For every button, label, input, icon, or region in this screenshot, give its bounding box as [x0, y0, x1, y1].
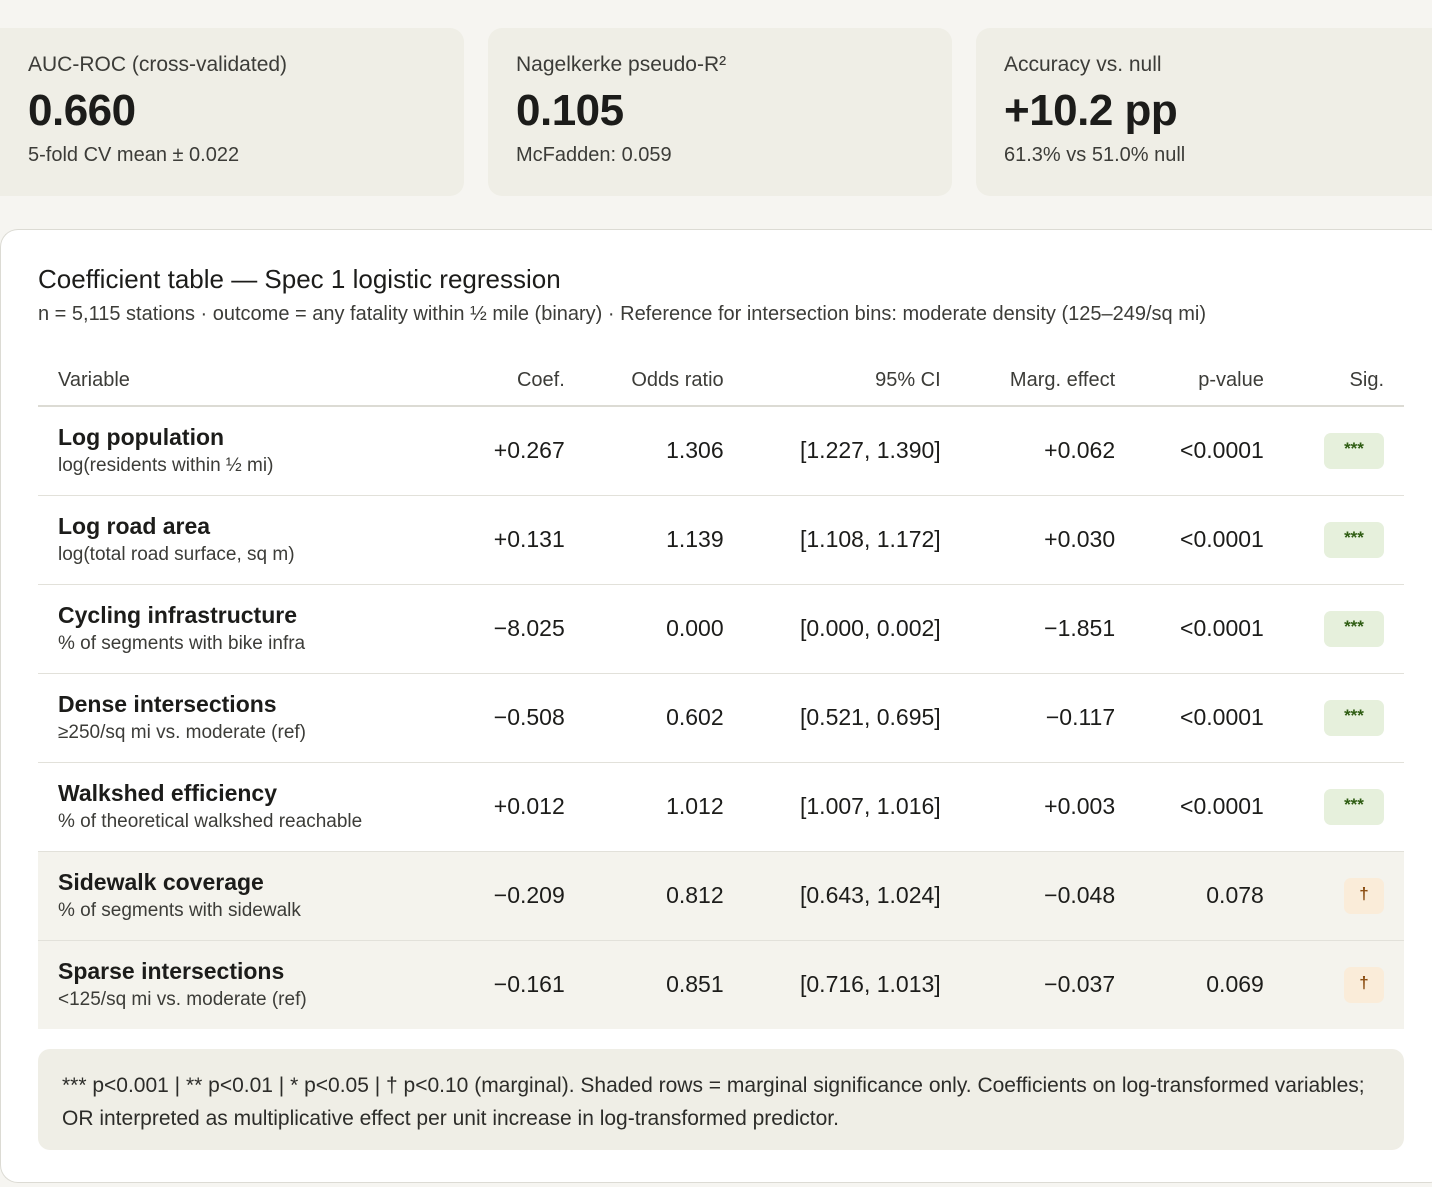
header-odds-ratio: Odds ratio: [585, 356, 744, 406]
summary-stats: [0, 28, 1432, 196]
table-row: [38, 495, 1404, 584]
sig-cell: [1284, 584, 1404, 673]
variable-description: log(residents within ½ mi): [58, 454, 274, 476]
ci-cell: [0.000, 0.002]: [744, 584, 961, 673]
significance-badge: ***: [1324, 433, 1384, 469]
stat-sub: 61.3% vs 51.0% null: [1004, 144, 1186, 166]
coef-cell: +0.012: [451, 762, 584, 851]
stat-card-pseudo-r2: [488, 28, 952, 196]
stat-sub: 5-fold CV mean ± 0.022: [28, 144, 240, 166]
coef-cell: +0.267: [451, 406, 584, 495]
marg-effect-cell: −0.037: [961, 940, 1135, 1029]
variable-name: Cycling infrastructure: [58, 601, 297, 628]
panel-title: Coefficient table — Spec 1 logistic regression: [38, 264, 561, 294]
sig-cell: [1284, 762, 1404, 851]
odds-ratio-cell: 0.000: [585, 584, 744, 673]
p-value-cell: 0.069: [1135, 940, 1284, 1029]
panel-subtitle: n = 5,115 stations · outcome = any fatality within ½ mile (binary) · Reference for intersection bins: moderate density (125–249/sq mi): [38, 303, 1206, 325]
marg-effect-cell: −1.851: [961, 584, 1135, 673]
header-marg-effect: Marg. effect: [961, 356, 1135, 406]
odds-ratio-cell: 0.851: [585, 940, 744, 1029]
sig-cell: [1284, 851, 1404, 940]
variable-cell: [38, 673, 451, 762]
coef-cell: −0.161: [451, 940, 584, 1029]
marg-effect-cell: +0.062: [961, 406, 1135, 495]
ci-cell: [0.521, 0.695]: [744, 673, 961, 762]
coef-cell: −8.025: [451, 584, 584, 673]
variable-description: % of segments with bike infra: [58, 632, 306, 654]
coefficient-table: [38, 356, 1404, 1029]
table-row: [38, 762, 1404, 851]
table-row: [38, 851, 1404, 940]
sig-cell: [1284, 673, 1404, 762]
variable-cell: [38, 762, 451, 851]
stat-label: Nagelkerke pseudo-R²: [516, 53, 727, 76]
variable-cell: [38, 406, 451, 495]
p-value-cell: <0.0001: [1135, 495, 1284, 584]
sig-cell: [1284, 406, 1404, 495]
variable-name: Dense intersections: [58, 690, 277, 717]
table-row: [38, 673, 1404, 762]
variable-name: Sidewalk coverage: [58, 868, 264, 895]
variable-name: Sparse intersections: [58, 957, 285, 984]
ci-cell: [1.108, 1.172]: [744, 495, 961, 584]
table-header-row: [38, 356, 1404, 406]
table-row: [38, 406, 1404, 495]
significance-badge: ***: [1324, 789, 1384, 825]
p-value-cell: <0.0001: [1135, 406, 1284, 495]
stat-value: 0.660: [28, 86, 136, 135]
p-value-cell: 0.078: [1135, 851, 1284, 940]
table-row: [38, 584, 1404, 673]
coefficient-panel: [0, 229, 1432, 1183]
header-coef: Coef.: [451, 356, 584, 406]
header-sig: Sig.: [1284, 356, 1404, 406]
variable-cell: [38, 940, 451, 1029]
variable-description: ≥250/sq mi vs. moderate (ref): [58, 721, 307, 743]
coef-cell: −0.209: [451, 851, 584, 940]
variable-name: Log road area: [58, 512, 211, 539]
stat-value: 0.105: [516, 86, 624, 135]
table-row: [38, 940, 1404, 1029]
ci-cell: [0.643, 1.024]: [744, 851, 961, 940]
variable-description: % of theoretical walkshed reachable: [58, 810, 363, 832]
odds-ratio-cell: 1.012: [585, 762, 744, 851]
marg-effect-cell: −0.117: [961, 673, 1135, 762]
marg-effect-cell: +0.030: [961, 495, 1135, 584]
p-value-cell: <0.0001: [1135, 673, 1284, 762]
marg-effect-cell: −0.048: [961, 851, 1135, 940]
ci-cell: [1.227, 1.390]: [744, 406, 961, 495]
odds-ratio-cell: 0.812: [585, 851, 744, 940]
ci-cell: [0.716, 1.013]: [744, 940, 961, 1029]
significance-badge: ***: [1324, 611, 1384, 647]
variable-name: Walkshed efficiency: [58, 779, 278, 806]
significance-badge: ***: [1324, 700, 1384, 736]
variable-description: % of segments with sidewalk: [58, 899, 301, 921]
stat-value: +10.2 pp: [1004, 86, 1178, 135]
significance-badge: †: [1344, 967, 1384, 1003]
variable-description: log(total road surface, sq m): [58, 543, 295, 565]
stat-sub: McFadden: 0.059: [516, 144, 672, 166]
variable-description: <125/sq mi vs. moderate (ref): [58, 988, 307, 1010]
significance-badge: †: [1344, 878, 1384, 914]
odds-ratio-cell: 0.602: [585, 673, 744, 762]
stat-card-auc: [0, 28, 464, 196]
header-ci: 95% CI: [744, 356, 961, 406]
variable-cell: [38, 851, 451, 940]
stat-label: AUC-ROC (cross-validated): [28, 53, 288, 76]
ci-cell: [1.007, 1.016]: [744, 762, 961, 851]
odds-ratio-cell: 1.306: [585, 406, 744, 495]
header-p-value: p-value: [1135, 356, 1284, 406]
variable-cell: [38, 584, 451, 673]
variable-name: Log population: [58, 423, 225, 450]
marg-effect-cell: +0.003: [961, 762, 1135, 851]
p-value-cell: <0.0001: [1135, 584, 1284, 673]
coef-cell: +0.131: [451, 495, 584, 584]
stat-card-accuracy: [976, 28, 1432, 196]
header-variable: Variable: [38, 356, 451, 406]
sig-cell: [1284, 940, 1404, 1029]
odds-ratio-cell: 1.139: [585, 495, 744, 584]
significance-badge: ***: [1324, 522, 1384, 558]
footnote: *** p<0.001 | ** p<0.01 | * p<0.05 | † p<0.10 (marginal). Shaded rows = marginal significance only. Coefficients on log-transformed variables; OR interpreted as multiplicative effect per unit increase in log-transformed predictor.: [38, 1049, 1404, 1150]
coef-cell: −0.508: [451, 673, 584, 762]
sig-cell: [1284, 495, 1404, 584]
variable-cell: [38, 495, 451, 584]
stat-label: Accuracy vs. null: [1004, 53, 1162, 76]
p-value-cell: <0.0001: [1135, 762, 1284, 851]
